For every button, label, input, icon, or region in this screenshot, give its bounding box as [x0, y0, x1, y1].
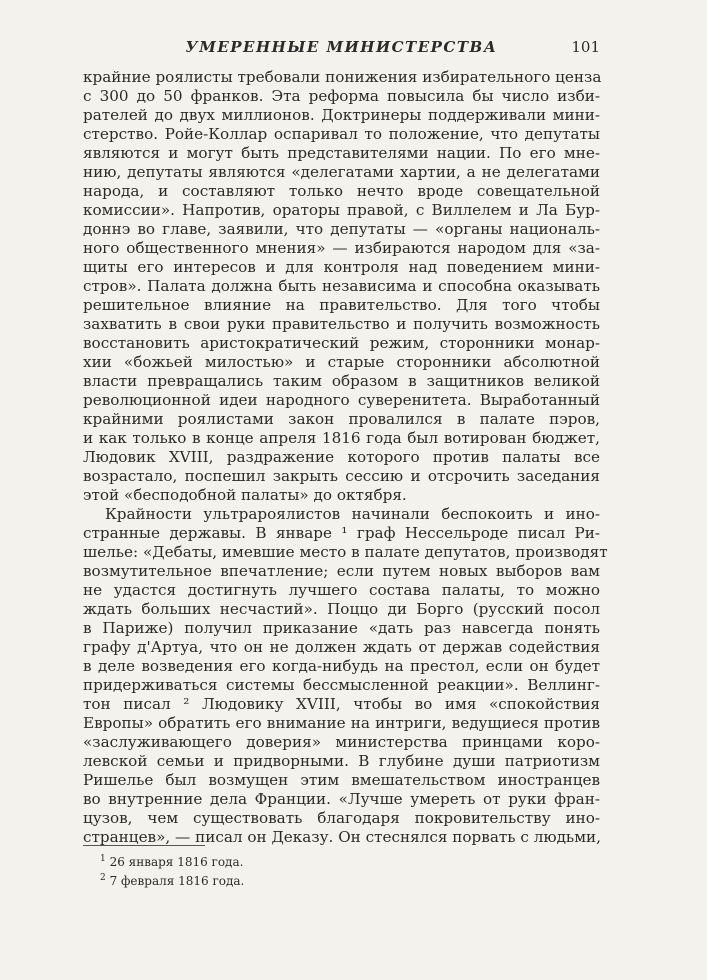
- text-line: возрастало, поспешил закрыть сессию и отсрочить заседания: [83, 467, 600, 485]
- text-line: Крайности ультрароялистов начинали беспокоить и ино-: [105, 505, 600, 523]
- text-line: странные державы. В январе ¹ граф Нессельроде писал Ри-: [83, 524, 600, 542]
- body-text: [83, 68, 608, 847]
- text-line: власти превращались таким образом в защитников великой: [83, 372, 600, 390]
- text-line: доннэ во главе, заявили, что депутаты — «органы националь-: [83, 220, 600, 238]
- text-line: цузов, чем существовать благодаря покровительству ино-: [83, 809, 600, 827]
- text-line: не удастся достигнуть лучшего состава палаты, то можно: [83, 581, 600, 599]
- footnote: [100, 870, 244, 889]
- text-line: народа, и составляют только нечто вроде совещательной: [83, 182, 600, 200]
- text-line: этой «бесподобной палаты» до октября.: [83, 486, 407, 504]
- text-line: хии «божьей милостью» и старые сторонники абсолютной: [83, 353, 600, 371]
- text-line: революционной идеи народного суверенитета. Выработанный: [83, 391, 600, 409]
- text-line: тон писал ² Людовику XVIII, чтобы во имя «спокойствия: [83, 695, 600, 713]
- footnote-mark: 2: [100, 873, 106, 883]
- footnote-mark: 1: [100, 854, 106, 864]
- text-line: странцев», — писал он Деказу. Он стеснялся порвать с людьми,: [83, 828, 601, 846]
- text-line: решительное влияние на правительство. Для того чтобы: [83, 296, 600, 314]
- text-line: придерживаться системы бессмысленной реакции». Веллинг-: [83, 676, 600, 694]
- page-header: [83, 38, 600, 60]
- text-line: левской семьи и придворными. В глубине души патриотизм: [83, 752, 600, 770]
- text-line: комиссии». Напротив, ораторы правой, с Виллелем и Ла Бур-: [83, 201, 600, 219]
- text-line: восстановить аристократический режим, сторонники монар-: [83, 334, 600, 352]
- text-line: являются и могут быть представителями нации. По его мне-: [83, 144, 600, 162]
- text-line: Ришелье был возмущен этим вмешательством иностранцев: [83, 771, 600, 789]
- text-line: с 300 до 50 франков. Эта реформа повысила бы число изби-: [83, 87, 600, 105]
- text-line: и как только в конце апреля 1816 года был вотирован бюджет,: [83, 429, 600, 447]
- text-line: Людовик XVIII, раздражение которого против палаты все: [83, 448, 600, 466]
- running-title: УМЕРЕННЫЕ МИНИСТЕРСТВА: [185, 38, 498, 56]
- text-line: во внутренние дела Франции. «Лучше умереть от руки фран-: [83, 790, 600, 808]
- text-line: стерство. Ройе-Коллар оспаривал то положение, что депутаты: [83, 125, 600, 143]
- text-line: шелье: «Дебаты, имевшие место в палате депутатов, производят: [83, 543, 608, 561]
- page-number: 101: [571, 38, 600, 56]
- text-line: ждать больших несчастий». Поццо ди Борго (русский посол: [83, 600, 600, 618]
- text-line: щиты его интересов и для контроля над поведением мини-: [83, 258, 600, 276]
- text-line: захватить в свои руки правительство и получить возможность: [83, 315, 600, 333]
- text-line: крайними роялистами закон провалился в палате пэров,: [83, 410, 600, 428]
- footnote-divider: [83, 845, 205, 846]
- footnotes: [100, 851, 244, 889]
- text-line: графу д'Артуа, что он не должен ждать от держав содействия: [83, 638, 600, 656]
- footnote-text: 7 февраля 1816 года.: [109, 874, 245, 888]
- text-line: Европы» обратить его внимание на интриги, ведущиеся против: [83, 714, 600, 732]
- text-line: ного общественного мнения» — избираются народом для «за-: [83, 239, 600, 257]
- footnote-text: 26 января 1816 года.: [109, 855, 244, 869]
- text-line: возмутительное впечатление; если путем новых выборов вам: [83, 562, 600, 580]
- text-line: нию, депутаты являются «делегатами хартии, а не делегатами: [83, 163, 600, 181]
- text-line: крайние роялисты требовали понижения избирательного ценза: [83, 68, 602, 86]
- footnote: [100, 851, 244, 870]
- text-line: рателей до двух миллионов. Доктринеры поддерживали мини-: [83, 106, 600, 124]
- text-line: стров». Палата должна быть независима и способна оказывать: [83, 277, 600, 295]
- text-line: «заслуживающего доверия» министерства принцами коро-: [83, 733, 600, 751]
- text-line: в деле возведения его когда-нибудь на престол, если он будет: [83, 657, 600, 675]
- text-line: в Париже) получил приказание «дать раз навсегда понять: [83, 619, 600, 637]
